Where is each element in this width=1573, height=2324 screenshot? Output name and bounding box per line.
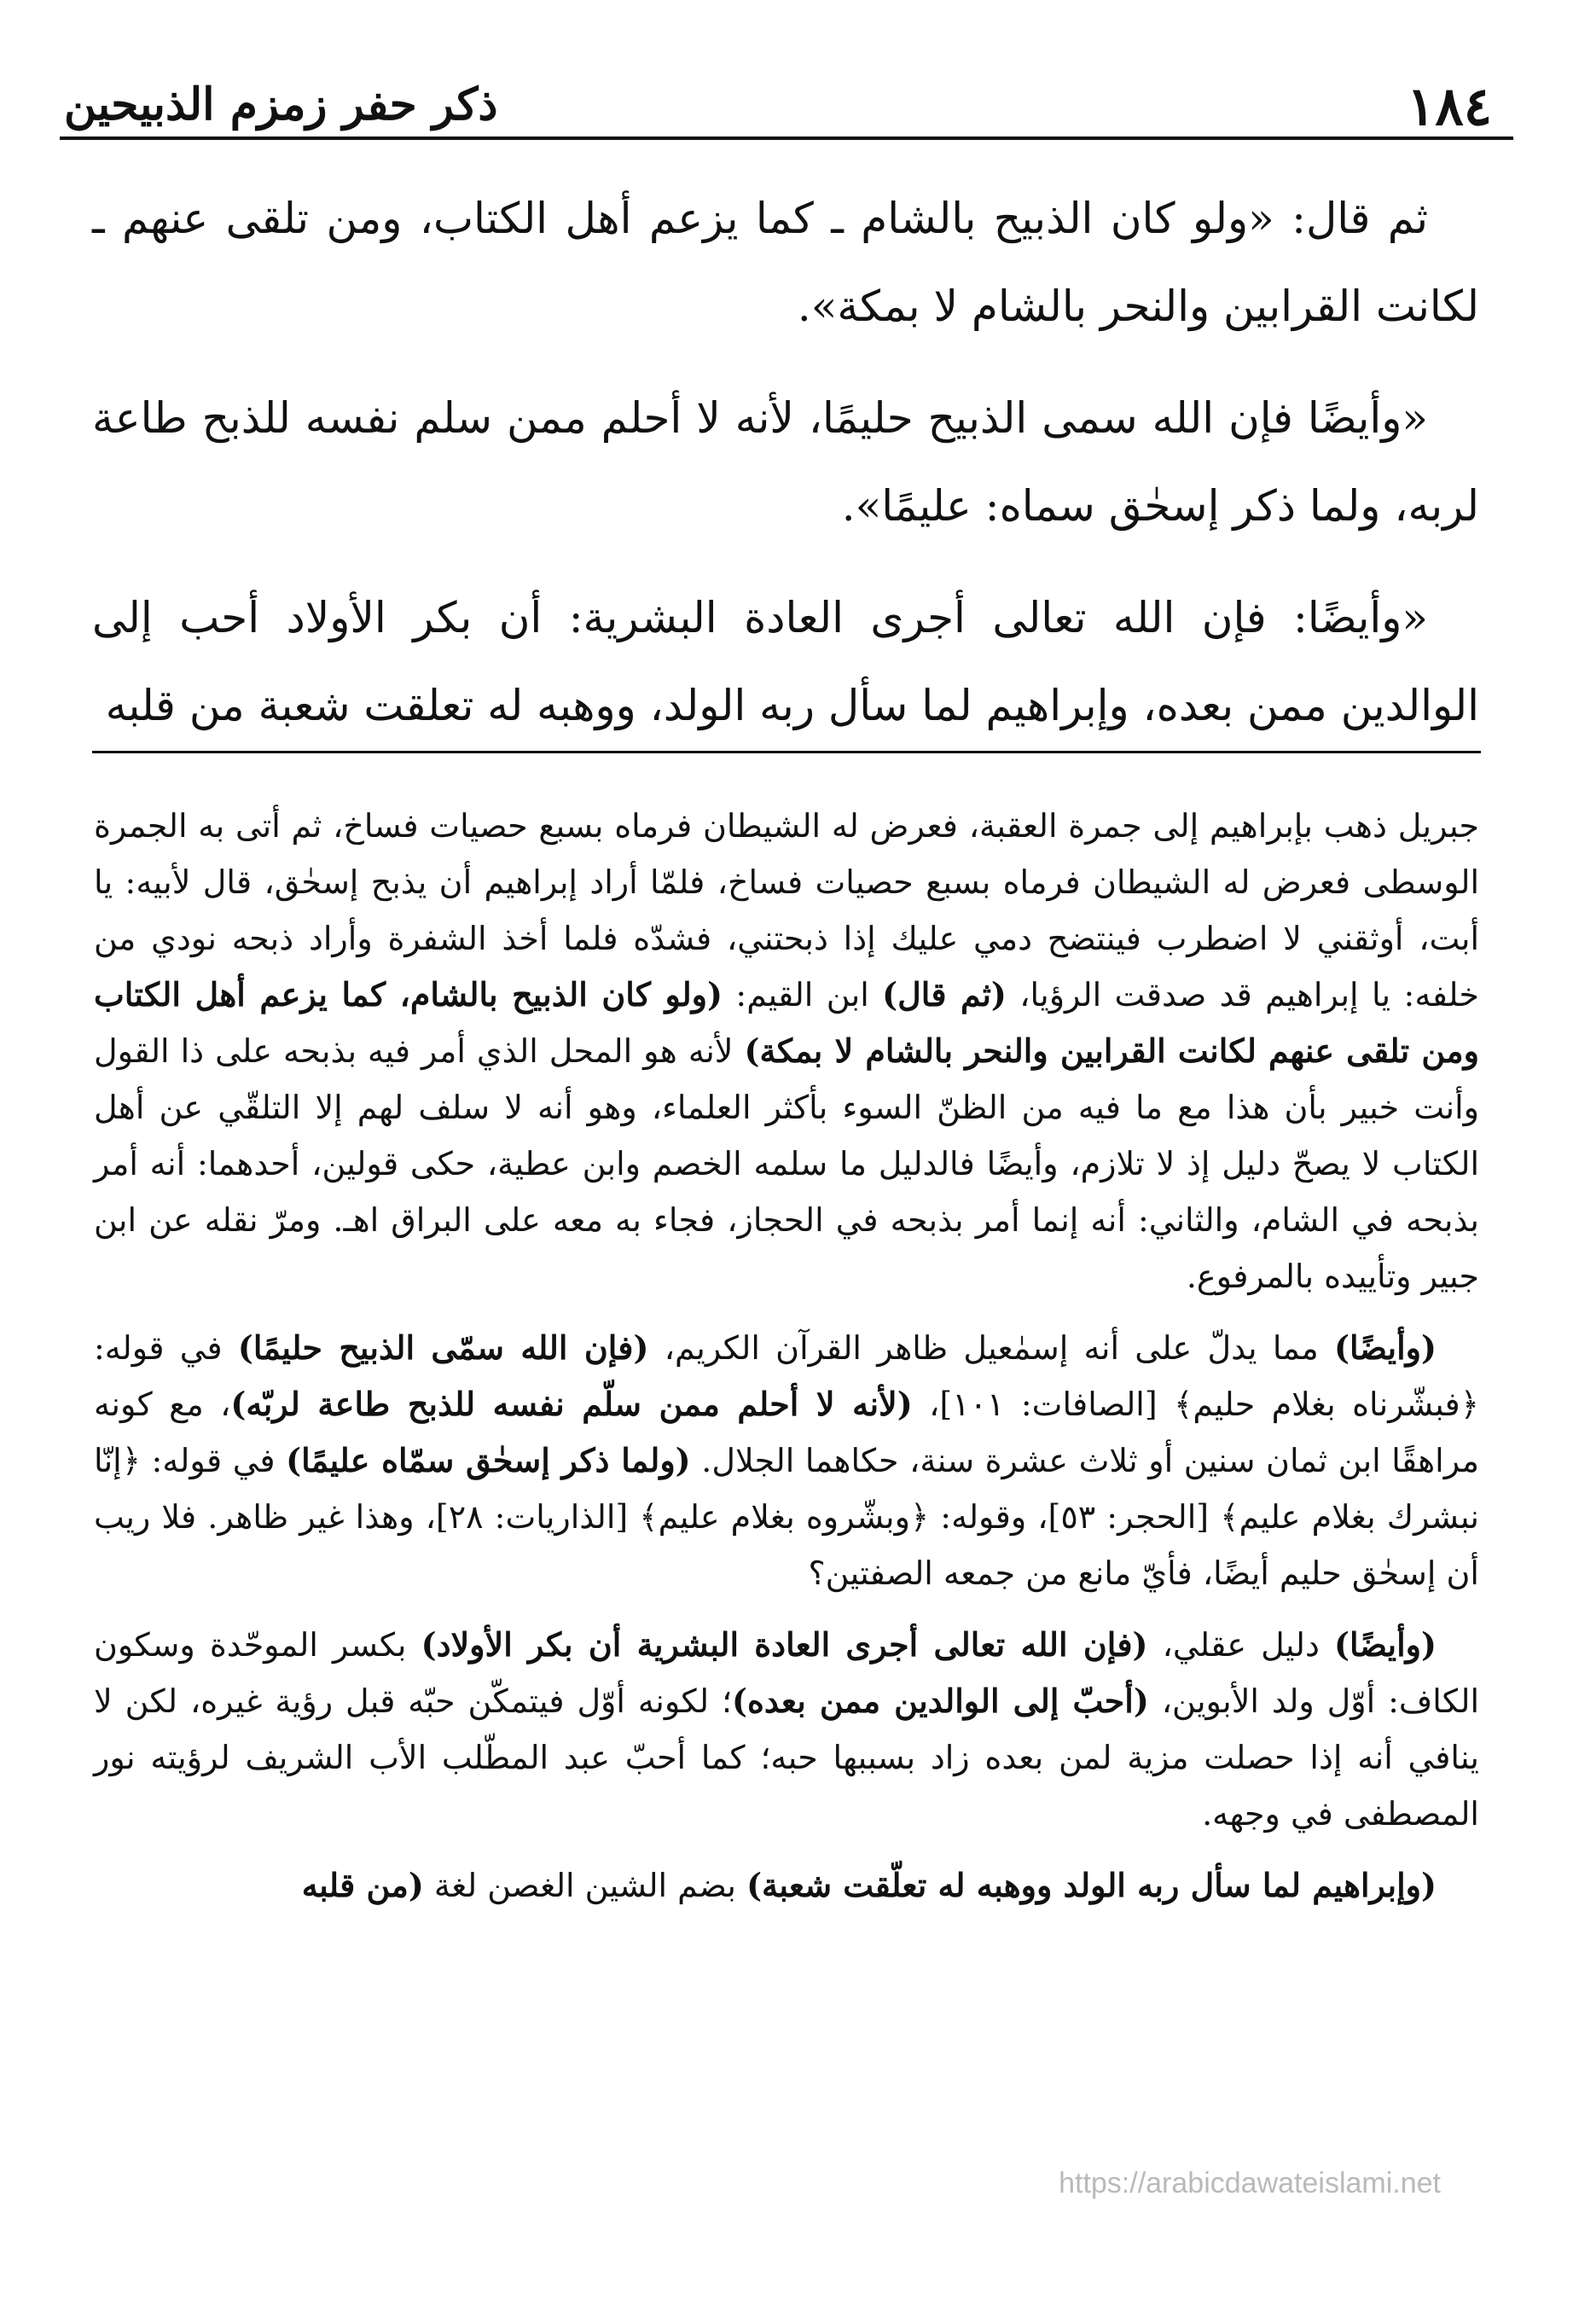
commentary-paragraph-1 [94, 798, 1479, 1304]
page-number: ١٨٤ [1407, 75, 1492, 137]
commentary-run: ابن القيم: [723, 976, 883, 1014]
bold-matn-quote: (لأنه لا أحلم ممن سلّم نفسه للذبح طاعة لربّه) [230, 1385, 913, 1423]
page-header [60, 68, 1513, 140]
bold-matn-quote: (من قلبه [301, 1866, 424, 1904]
footnote-divider [92, 751, 1481, 753]
commentary-run: مما يدلّ على أنه إسمٰعيل ظاهر القرآن الكريم، [648, 1329, 1335, 1367]
commentary-paragraph-4 [94, 1857, 1479, 1914]
commentary-run: ، مع كونه مراهقًا ابن ثمان سنين أو ثلاث عشرة سنة، حكاهما الجلال. [94, 1386, 1480, 1479]
commentary-run: جبريل ذهب بإبراهيم إلى جمرة العقبة، فعرض له الشيطان فرماه بسبع حصيات فساخ، ثم أتى به الجمرة الوسطى فعرض له الشيطان فرماه بسبع حصيات فساخ، فلمّا أراد إبراهيم أن يذبح إسحٰق، قال لأبيه: يا أبت، أوثقني لا اضطرب فينتضح دمي عليك إذا ذبحتني، فشدّه فلما أخذ الشفرة وأراد ذبحه نودي من خلفه: يا إبراهيم قد صدقت الرؤيا، [94, 807, 1479, 1014]
main-paragraph-1: ثم قال: «ولو كان الذبيح بالشام ـ كما يزعم أهل الكتاب، ومن تلقى عنهم ـ لكانت القرابين والنحر بالشام لا بمكة». [92, 194, 1479, 331]
bold-matn-quote: (فإن الله تعالى أجرى العادة البشرية أن بكر الأولاد) [421, 1625, 1148, 1664]
bold-matn-quote: (أحبّ إلى الوالدين ممن بعده) [732, 1682, 1149, 1720]
commentary-run: في قوله: ﴿إنّا نبشرك بغلام عليم﴾ [الحجر: ٥٣]، وقوله: ﴿وبشّروه بغلام عليم﴾ [الذاريات: ٢٨]، وهذا غير ظاهر. فلا ريب أن إسحٰق حليم أيضًا، فأيّ مانع من جمعه الصفتين؟ [94, 1442, 1479, 1592]
commentary-run: لأنه هو المحل الذي أمر فيه بذبحه على ذا القول وأنت خبير بأن هذا مع ما فيه من الظنّ السوء بأكثر العلماء، وهو أنه لا سلف لهم إلا التلقّي عن أهل الكتاب لا يصحّ دليل إذ لا تلازم، وأيضًا فالدليل ما سلمه الخصم وابن عطية، حكى قولين، أحدهما: أنه أمر بذبحه في الشام، والثاني: أنه إنما أمر بذبحه في الحجاز، فجاء به معه على البراق اهـ. ومرّ نقله عن ابن جبير وتأييده بالمرفوع. [94, 1032, 1479, 1295]
commentary-paragraph-3 [94, 1617, 1479, 1842]
main-paragraph-3: «وأيضًا: فإن الله تعالى أجرى العادة البشرية: أن بكر الأولاد أحب إلى الوالدين ممن بعده، وإبراهيم لما سأل ربه الولد، ووهبه له تعلقت شعبة من قلبه [92, 593, 1479, 730]
bold-matn-quote: (وإبراهيم لما سأل ربه الولد ووهبه له تعلّقت شعبة) [746, 1866, 1437, 1904]
commentary-paragraph-2 [94, 1320, 1479, 1601]
running-title: ذكر حفر زمزم الذبيحين [64, 78, 498, 131]
bold-matn-quote: (ولو كان الذبيح بالشام، كما يزعم أهل الكتاب ومن تلقى عنهم لكانت القرابين والنحر بالشام لا بمكة) [94, 975, 1479, 1070]
commentary-run: ؛ لكونه أوّل فيتمكّن حبّه قبل رؤية غيره، لكن لا ينافي أنه إذا حصلت مزية لمن بعده زاد بسببها حبه؛ كما أحبّ عبد المطّلب الأب الشريف لرؤيته نور المصطفى في وجهه. [94, 1682, 1479, 1833]
main-text [92, 175, 1479, 774]
bold-matn-quote: (وأيضًا) [1334, 1328, 1437, 1367]
commentary-text [94, 798, 1479, 1929]
watermark-url: https://arabicdawateislami.net [1059, 2167, 1441, 2199]
bold-matn-quote: (ولما ذكر إسحٰق سمّاه عليمًا) [286, 1441, 691, 1479]
commentary-run: في قوله: ﴿فبشّرناه بغلام حليم﴾ [الصافات: ١٠١]، [94, 1329, 1479, 1423]
commentary-run: بضم الشين الغصن لغة [423, 1867, 747, 1904]
main-paragraph-2: «وأيضًا فإن الله سمى الذبيح حليمًا، لأنه لا أحلم ممن سلم نفسه للذبح طاعة لربه، ولما ذكر إسحٰق سماه: عليمًا». [92, 393, 1479, 531]
bold-matn-quote: (فإن الله سمّى الذبيح حليمًا) [237, 1328, 649, 1367]
bold-matn-quote: (ثم قال) [882, 975, 1007, 1014]
commentary-run: دليل عقلي، [1147, 1626, 1335, 1664]
commentary-run: بكسر الموحّدة وسكون الكاف: أوّل ولد الأبوين، [94, 1626, 1479, 1720]
bold-matn-quote: (وأيضًا) [1334, 1625, 1437, 1664]
